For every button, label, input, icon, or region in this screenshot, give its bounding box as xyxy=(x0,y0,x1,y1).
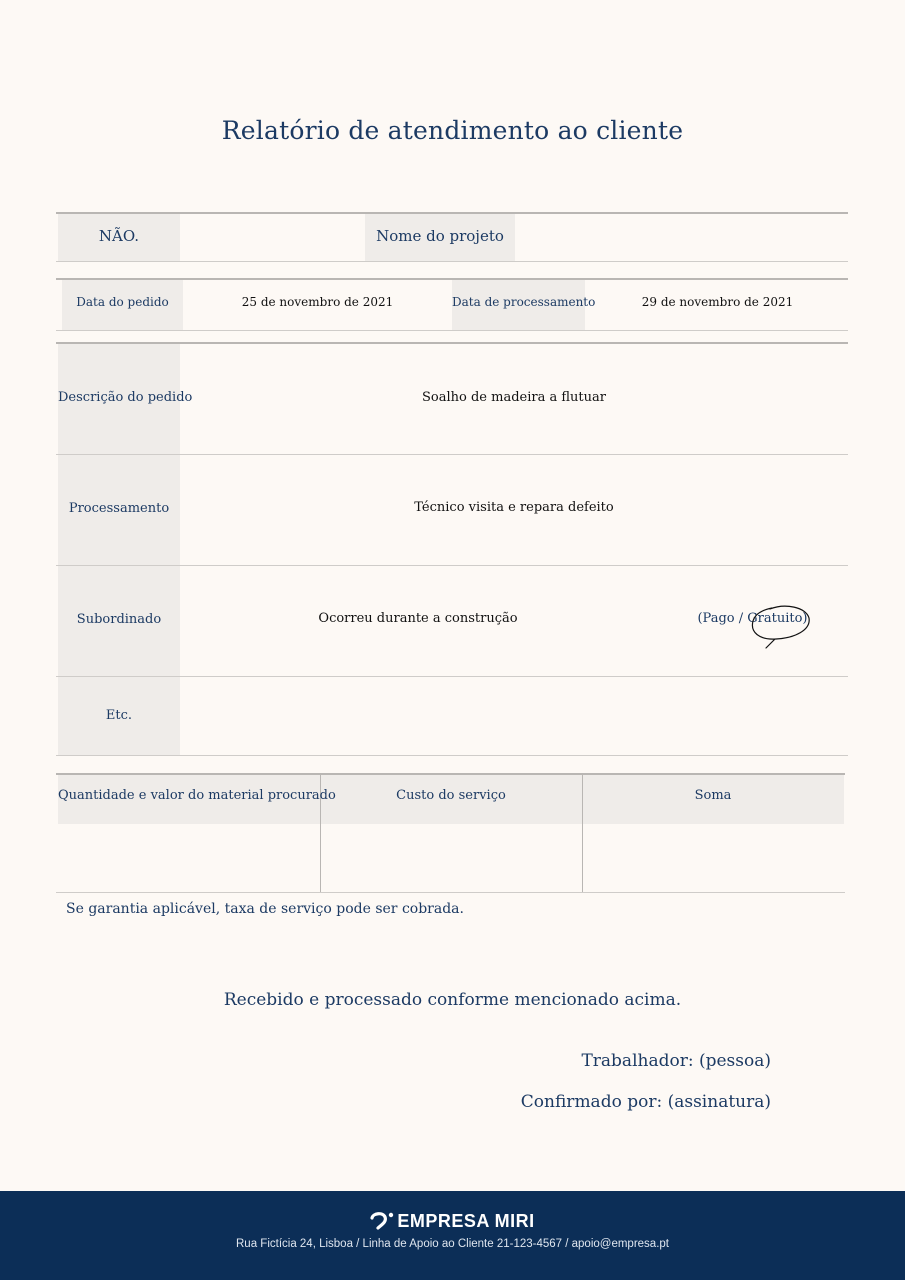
confirmed-line: Confirmado por: (assinatura) xyxy=(520,1092,771,1112)
cost-header-sum: Soma xyxy=(694,788,732,803)
received-statement: Recebido e processado conforme mencionado acima. xyxy=(223,990,682,1010)
divider xyxy=(56,676,848,677)
processing-value: Técnico visita e repara defeito xyxy=(414,500,614,515)
divider xyxy=(56,261,848,262)
processing-label: Processamento xyxy=(68,501,170,516)
page-title: Relatório de atendimento ao cliente xyxy=(221,116,684,145)
description-value: Soalho de madeira a flutuar xyxy=(422,390,606,405)
project-name-label: Nome do projeto xyxy=(376,227,504,245)
company-logo xyxy=(0,1211,905,1232)
description-label: Descrição do pedido xyxy=(58,390,193,405)
divider xyxy=(56,454,848,455)
no-label: NÃO. xyxy=(98,227,140,245)
divider xyxy=(56,892,845,893)
etc-label: Etc. xyxy=(105,708,133,723)
subordinate-label: Subordinado xyxy=(76,612,162,627)
divider xyxy=(56,330,848,331)
handwritten-circle-mark xyxy=(750,604,812,650)
worker-line: Trabalhador: (pessoa) xyxy=(581,1051,771,1071)
footer-address: Rua Fictícia 24, Lisboa / Linha de Apoio ao Cliente 21-123-4567 / apoio@empresa.pt xyxy=(236,1238,669,1250)
details-label-column xyxy=(58,344,193,755)
company-logo-icon xyxy=(370,1212,394,1230)
processing-date-label: Data de processamento xyxy=(452,295,596,309)
cost-header-service: Custo do serviço xyxy=(396,788,506,803)
processing-date-value: 29 de novembro de 2021 xyxy=(641,295,794,309)
request-date-value: 25 de novembro de 2021 xyxy=(241,295,394,309)
footer xyxy=(0,1191,905,1280)
cost-header-material: Quantidade e valor do material procurado xyxy=(58,788,336,803)
divider xyxy=(56,755,848,756)
payment-option: (Pago / Gratuito) xyxy=(697,611,808,626)
subordinate-value: Ocorreu durante a construção xyxy=(318,611,518,626)
request-date-label: Data do pedido xyxy=(76,295,169,309)
warranty-note: Se garantia aplicável, taxa de serviço pode ser cobrada. xyxy=(66,901,464,917)
company-name: EMPRESA MIRI xyxy=(397,1211,535,1231)
divider xyxy=(56,565,848,566)
